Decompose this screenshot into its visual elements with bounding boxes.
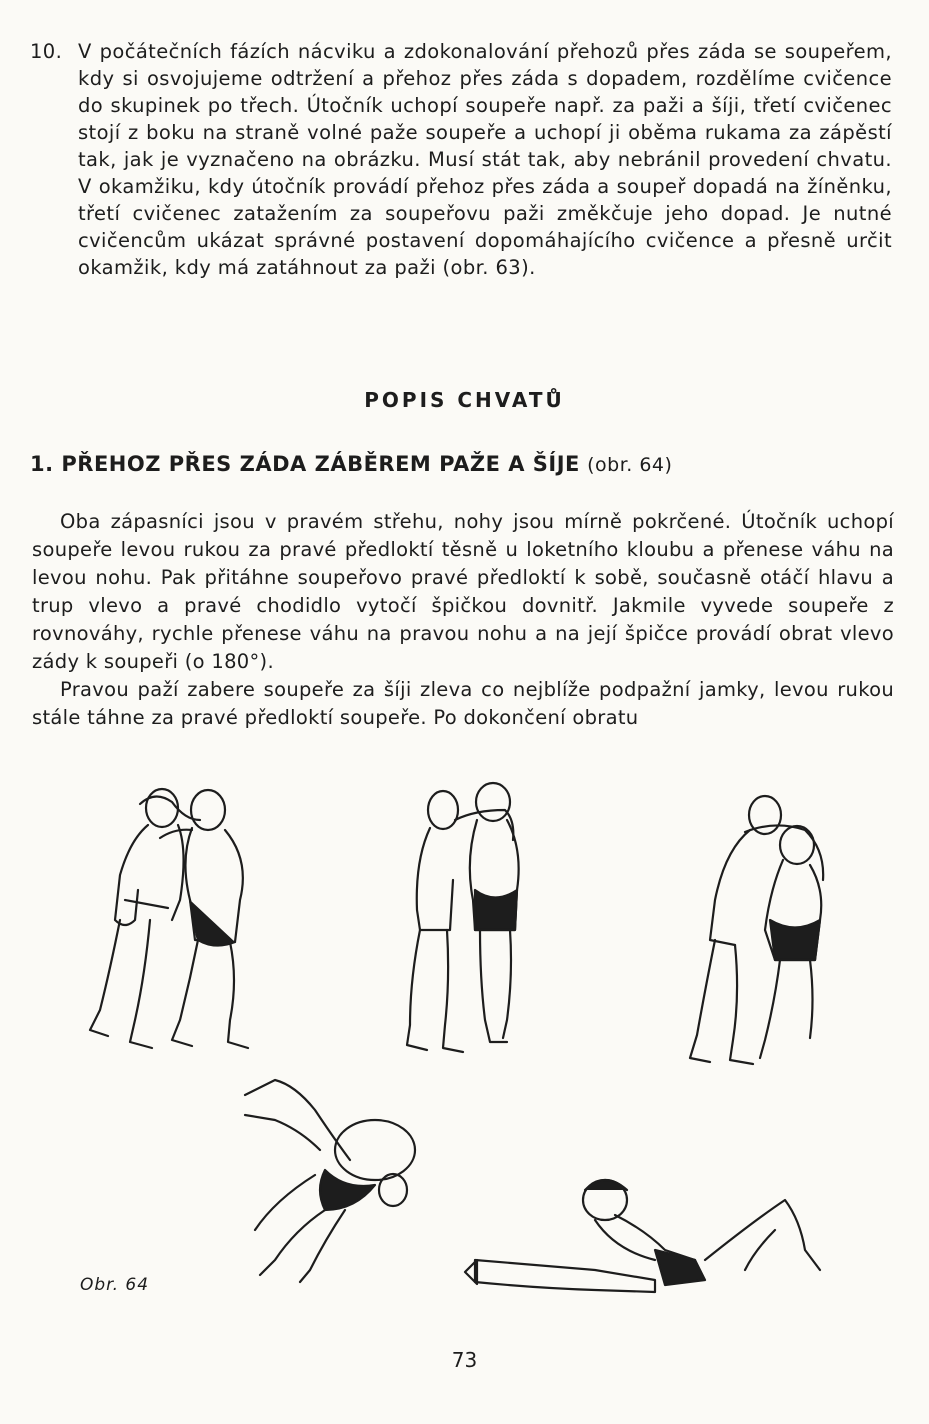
item-number: 10.	[30, 40, 63, 63]
paragraph: Oba zápasníci jsou v pravém střehu, nohy jsou mírně pokrčené. Útočník uchopí soupeře levou rukou za pravé předloktí těsně u loketního kloubu a přenese váhu na levou nohu. Pak přitáhne soupeřovo pravé předloktí k sobě, současně otáčí hlavu a trup vlevo a pravé chodidlo vytočí špičkou dovnitř. Jakmile vyvede soupeře z rovnováhy, rychle přenese váhu na pravou nohu a na její špičce provádí obrat vlevo zády k soupeři (o 180°).	[32, 510, 894, 673]
wrestlers-illustration-1	[80, 780, 270, 1070]
item-text: V počátečních fázích nácviku a zdokonalování přehozů přes záda se soupeřem, kdy si osvojujeme odtržení a přehoz přes záda s dopadem, rozdělíme cvičence do skupinek po třech. Útočník uchopí soupeře např. za paži a šíji, třetí cvičenec stojí z boku na straně volné paže soupeře a uchopí ji oběma rukama za zápěstí tak, jak je vyznačeno na obrázku. Musí stát tak, aby nebránil provedení chvatu. V okamžiku, kdy útočník provádí přehoz přes záda a soupeř dopadá na žíněnku, třetí cvičenec zatažením za soupeřovu paži změkčuje jeho dopad. Je nutné cvičencům ukázat správné postavení dopomáhajícího cvičence a přesně určit okamžik, kdy má zatáhnout za paži (obr. 63).	[78, 40, 892, 279]
figure-caption: Obr. 64	[80, 1275, 150, 1295]
section-heading: POPIS CHVATŮ	[364, 388, 565, 412]
wrestlers-illustration-2	[395, 780, 545, 1070]
paragraph: Pravou paží zabere soupeře za šíji zleva co nejblíže podpažní jamky, levou rukou stále táhne za pravé předloktí soupeře. Po dokončení obratu	[32, 678, 894, 729]
technique-description	[32, 508, 894, 732]
wrestlers-illustration-5	[455, 1160, 865, 1310]
wrestlers-illustration-4	[215, 1070, 430, 1295]
page-number: 73	[451, 1348, 478, 1372]
figure-reference: (obr. 64)	[587, 454, 673, 476]
numbered-paragraph-10	[30, 38, 892, 281]
technique-heading	[30, 452, 892, 476]
technique-title: 1. PŘEHOZ PŘES ZÁDA ZÁBĚREM PAŽE A ŠÍJE	[30, 452, 580, 476]
wrestlers-illustration-3	[675, 790, 865, 1075]
